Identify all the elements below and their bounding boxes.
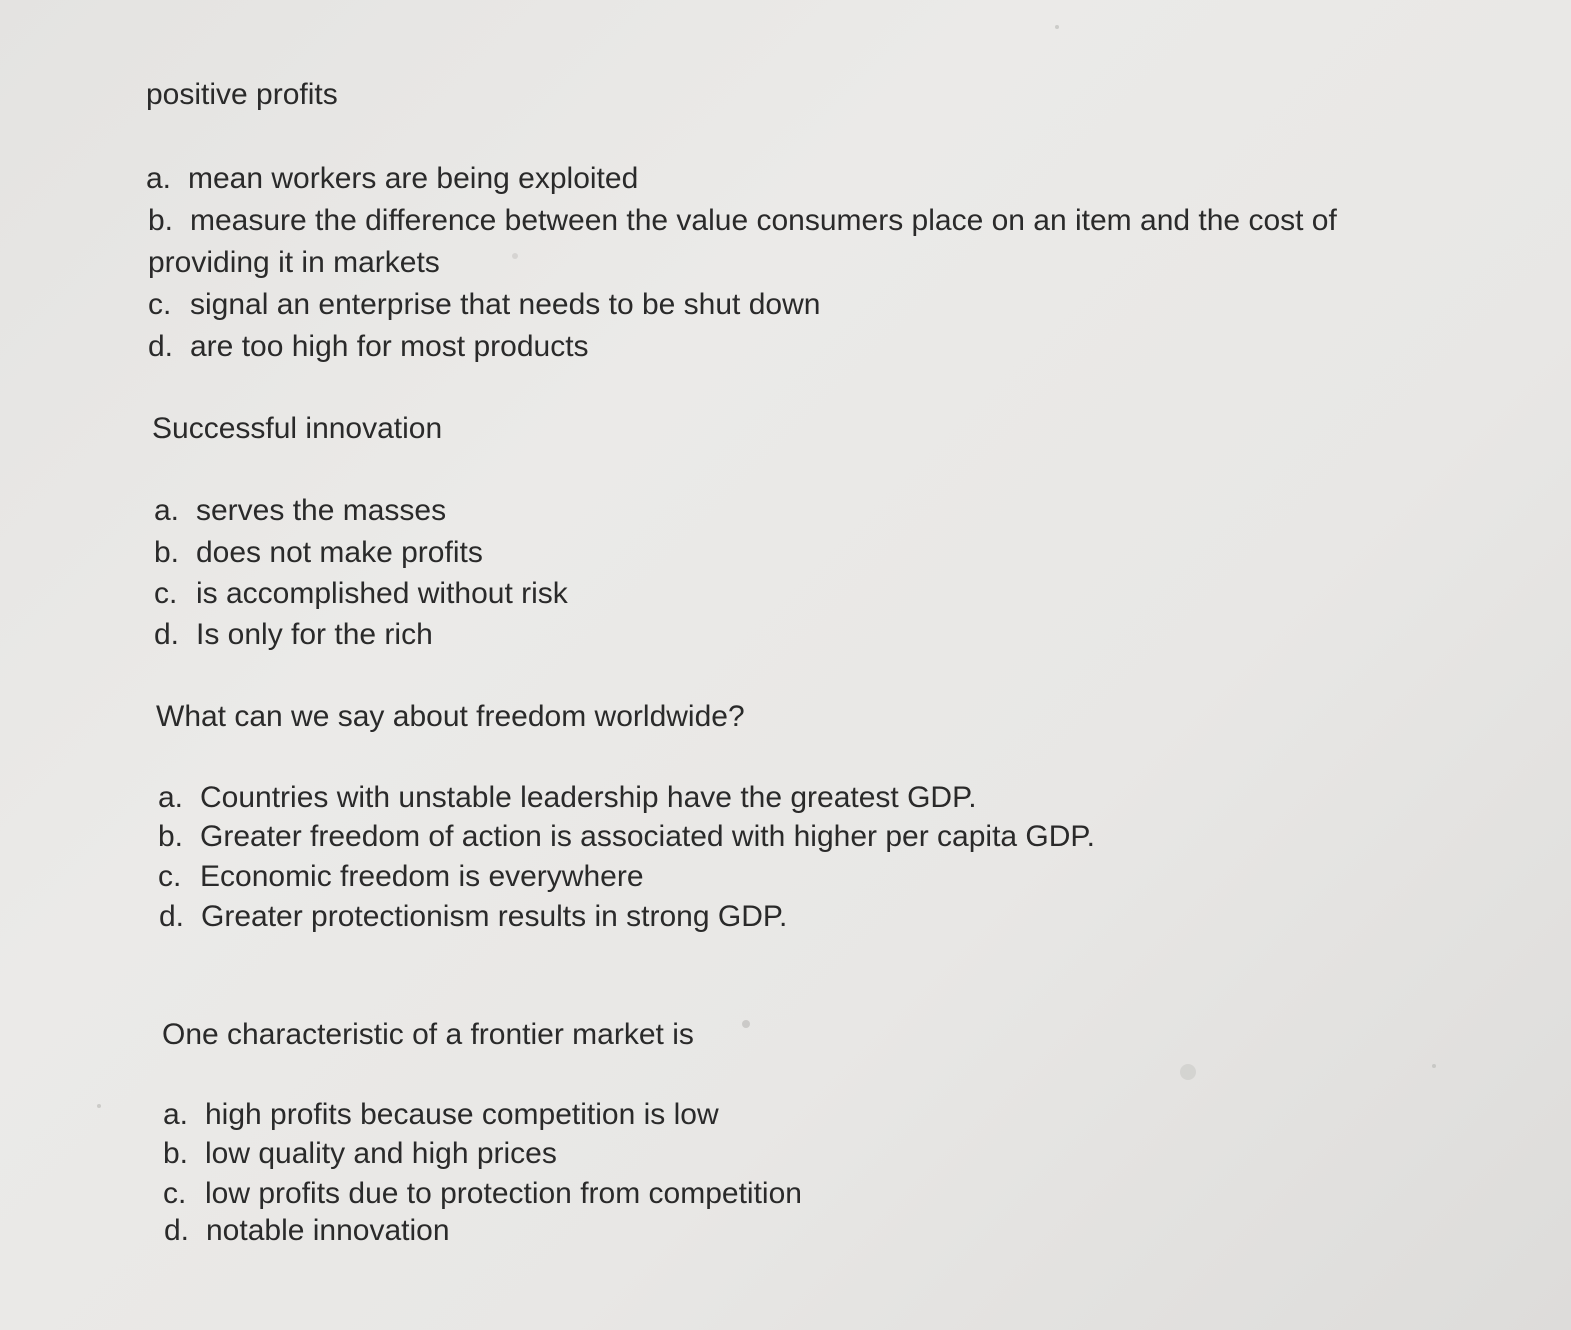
option-text: measure the difference between the value consumers place on an item and the cost of <box>190 204 1337 237</box>
option-text: Is only for the rich <box>196 618 433 651</box>
question-3-option-a <box>158 781 977 815</box>
option-text: signal an enterprise that needs to be shut down <box>190 288 821 321</box>
option-letter: b. <box>163 1137 189 1170</box>
option-letter: c. <box>163 1177 187 1210</box>
option-text: Countries with unstable leadership have the greatest GDP. <box>200 781 977 814</box>
option-text: low quality and high prices <box>205 1137 557 1170</box>
paper-speck <box>742 1020 750 1028</box>
option-text: does not make profits <box>196 536 483 569</box>
question-4-option-a <box>163 1098 719 1132</box>
option-text: Greater protectionism results in strong GDP. <box>201 900 788 933</box>
option-letter: c. <box>158 860 182 893</box>
option-text: Economic freedom is everywhere <box>200 860 644 893</box>
question-4-option-c <box>163 1177 802 1211</box>
paper-speck <box>97 1104 101 1108</box>
question-1-option-a <box>146 162 638 196</box>
option-text: Greater freedom of action is associated with higher per capita GDP. <box>200 820 1095 853</box>
option-letter: b. <box>154 536 180 569</box>
option-text: mean workers are being exploited <box>188 162 639 195</box>
option-letter: c. <box>154 577 178 610</box>
option-letter: b. <box>158 820 184 853</box>
question-1-option-b <box>148 204 1337 238</box>
question-1-title: positive profits <box>146 78 338 111</box>
option-text: serves the masses <box>196 494 447 527</box>
option-text: notable innovation <box>206 1214 450 1247</box>
option-letter: d. <box>159 900 185 933</box>
question-2-title: Successful innovation <box>152 412 443 445</box>
question-3-option-d <box>159 900 787 934</box>
option-letter: b. <box>148 204 174 237</box>
option-letter: c. <box>148 288 172 321</box>
question-3-option-c <box>158 860 644 894</box>
question-4-option-d <box>164 1214 450 1248</box>
question-3-option-b <box>158 820 1095 854</box>
paper-speck <box>1432 1064 1436 1068</box>
question-4-title: One characteristic of a frontier market is <box>162 1018 694 1051</box>
question-2-option-b <box>154 536 483 570</box>
option-text: are too high for most products <box>190 330 589 363</box>
option-letter: d. <box>154 618 180 651</box>
option-letter: a. <box>163 1098 189 1131</box>
paper-speck <box>512 253 518 259</box>
question-3-title: What can we say about freedom worldwide? <box>156 700 745 733</box>
option-text: high profits because competition is low <box>205 1098 719 1131</box>
question-2-option-a <box>154 494 446 528</box>
question-4-option-b <box>163 1137 557 1171</box>
option-text: is accomplished without risk <box>196 577 568 610</box>
option-letter: a. <box>154 494 180 527</box>
question-1-option-b-continuation: providing it in markets <box>148 246 440 279</box>
option-letter: a. <box>146 162 172 195</box>
question-2-option-d <box>154 618 433 652</box>
option-letter: d. <box>164 1214 190 1247</box>
paper-speck <box>1055 25 1059 29</box>
question-2-option-c <box>154 577 568 611</box>
question-1-option-d <box>148 330 589 364</box>
paper-speck <box>1180 1064 1196 1080</box>
option-letter: d. <box>148 330 174 363</box>
option-letter: a. <box>158 781 184 814</box>
question-1-option-c <box>148 288 820 322</box>
option-text: low profits due to protection from competition <box>205 1177 802 1210</box>
